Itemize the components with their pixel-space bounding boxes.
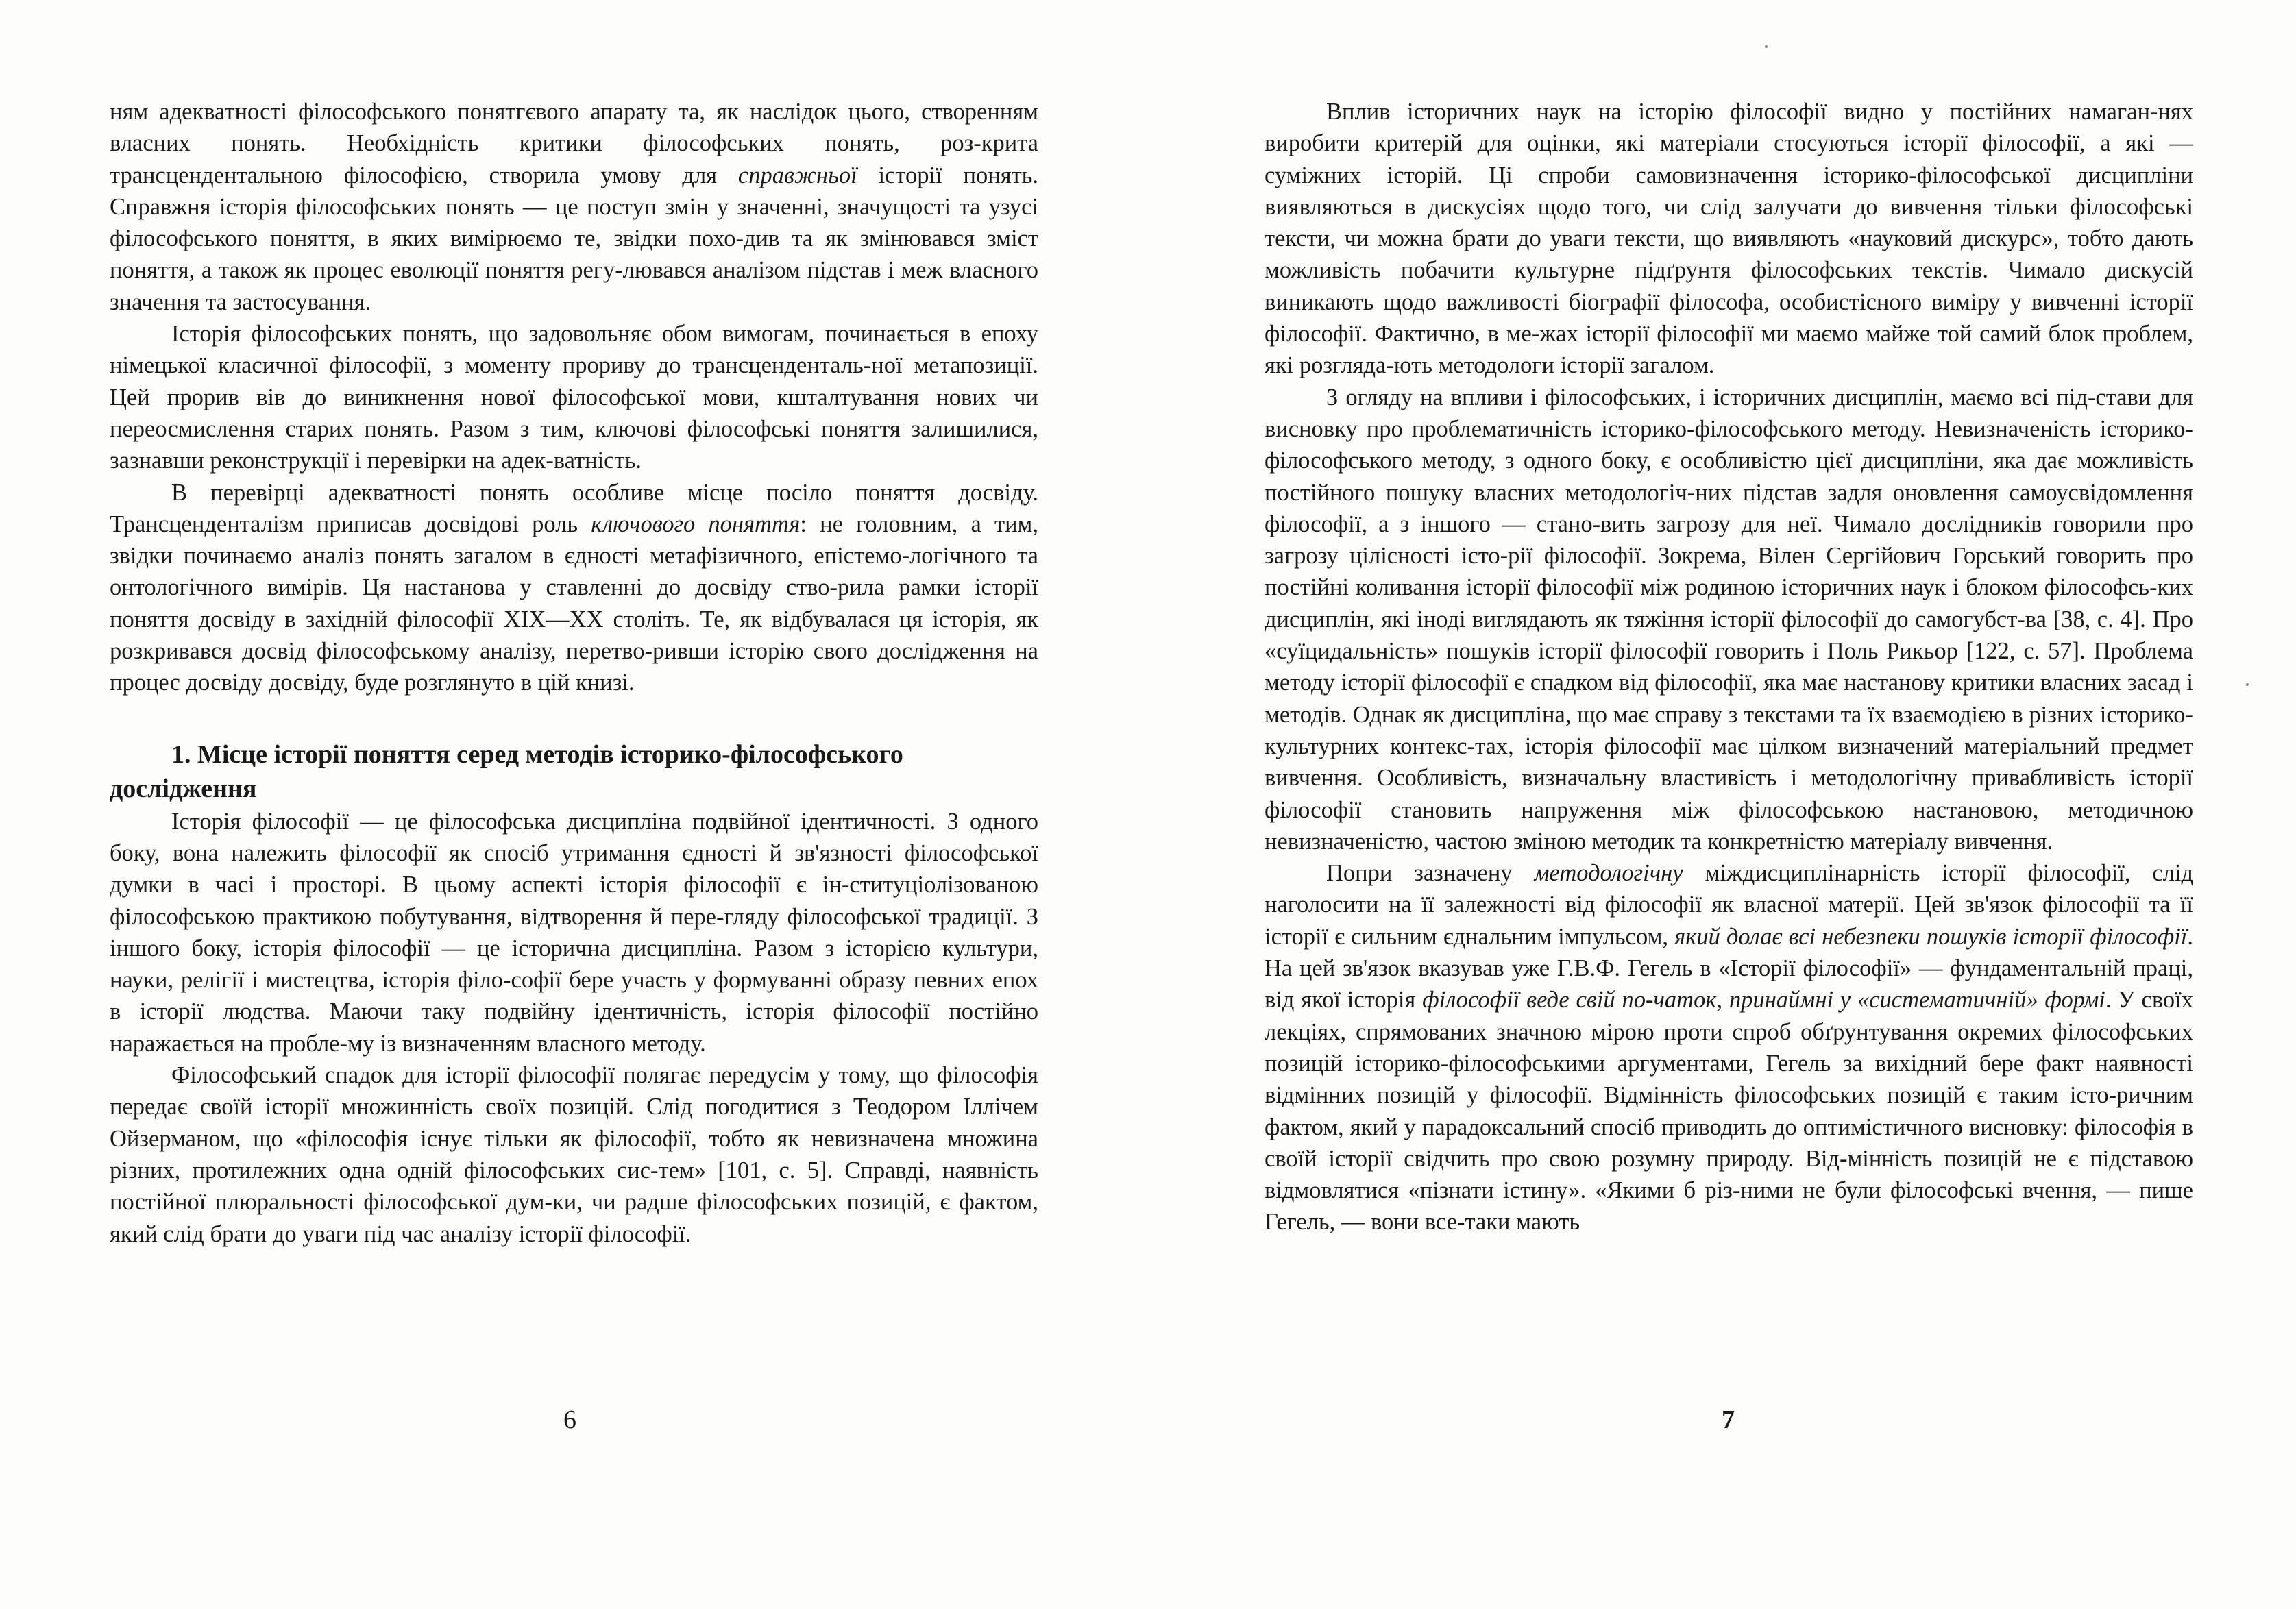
- text-run: міждисциплінарність історії філософії, слід наголосити на її залежності від філософії як власної матерії. Цей зв'язок філософії та її історії є сильним єднальним імпульсом,: [1265, 860, 2193, 950]
- page-number-right: 7: [1722, 1405, 1735, 1434]
- paragraph: [1265, 857, 2193, 1238]
- text-run: З огляду на впливи і філософських, і історичних дисциплін, маємо всі під-стави для висновку про проблематичність історико-філософського методу. Невизначеність історико-філософського методу, з одного боку, є особливістю цієї дисципліни, яка дає можливість постійного пошуку власних методологіч-них підстав задля оновлення самоусвідомлення філософії, а з іншого — стано-вить загрозу для неї. Чимало дослідників говорили про загрозу цілісності істо-рії філософії. Зокрема, Вілен Сергійович Горський говорить про постійні коливання історії філософії між родиною історичних наук і блоком філософсь-ких дисциплін, які іноді виглядають як тяжіння історії філософії до самогубст-ва [38, с. 4]. Про «суїцидальність» пошуків історії філософії говорить і Поль Рикьор [122, с. 57]. Проблема методу історії філософії є спадком від філософії, яка має настанову критики власних засад і методів. Однак як дисципліна, що має справу з текстами та їх взаємодією в різних історико-культурних контекс-тах, історія філософії має цілком визначений матеріальний предмет вивчення. Особливість, визначальну властивість і методологічну привабливість історії філософії становить напруження між філософською настановою, методичною невизначеністю, частою зміною методик та конкретністю матеріалу вивчення.: [1265, 384, 2193, 855]
- paragraph: [110, 96, 1038, 318]
- text-run: . У своїх лекціях, спрямованих значною мірою проти спроб обґрунтування окремих філософських позицій історико-філософськими аргументами, Гегель за вихідний бере факт наявності відмінних позицій у філософії. Відмінність філософських позицій є таким істо-ричним фактом, який у парадоксальний спосіб приводить до оптимістичного висновку: філософія в своїй історії свідчить про свою розумну природу. Від-мінність позицій не є підставою відмовлятися «пізнати істину». «Якими б різ-ними не були філософські вчення, — пише Гегель, — вони все-таки мають: [1265, 987, 2193, 1236]
- left-page-body-after-heading: [110, 806, 1038, 1250]
- scan-speck: [2246, 683, 2249, 686]
- left-page: [110, 96, 1038, 1250]
- italic-text: справжньої: [737, 162, 857, 188]
- italic-text: філософії веде свій по-чаток, принаймні у «систематичній» формі: [1422, 987, 2105, 1014]
- italic-text: який долає всі небезпеки пошуків історії філософії: [1674, 923, 2188, 950]
- paragraph: [1265, 382, 2193, 857]
- italic-text: методологічну: [1534, 860, 1683, 887]
- scan-speck: [1765, 45, 1768, 48]
- text-run: Вплив історичних наук на історію філософії видно у постійних намаган-нях виробити критерій для оцінки, які матеріали стосуються історії філософії, а які — суміжних історій. Ці спроби самовизначення історико-філософської дисципліни виявляються в дискусіях щодо того, чи слід залучати до вивчення тільки філософські тексти, чи можна брати до уваги тексти, що виявляють «науковий дискурс», тобто дають можливість побачити культурне підґрунтя філософських текстів. Чимало дискусій виникають щодо важливості біографії філософа, особистісного виміру у вивченні історії філософії. Фактично, в ме-жах історії філософії ми маємо майже той самий блок проблем, які розгляда-ють методологи історії загалом.: [1265, 99, 2193, 379]
- paragraph: [110, 318, 1038, 476]
- paragraph: [110, 806, 1038, 1059]
- right-page-body: [1265, 96, 2193, 1238]
- text-run: В перевірці адекватності понять особливе місце посіло поняття досвіду. Трансценденталізм приписав досвідові роль: [110, 479, 1038, 537]
- text-run: : не головним, а тим, звідки починаємо аналіз понять загалом в єдності метафізичного, епістемо-логічного та онтологічного вимірів. Ця настанова у ставленні до досвіду ство-рила рамки історії поняття досвіду в західній філософії XIX—XX століть. Те, як відбувалася ця історія, як розкривався досвід філософському аналізу, перетво-ривши історію свого дослідження на процес досвіду досвіду, буде розглянуто в цій книзі.: [110, 511, 1038, 696]
- left-page-body: [110, 96, 1038, 699]
- text-run: ням адекватності філософського понятгєвого апарату та, як наслідок цього, створенням власних понять. Необхідність критики філософських понять, роз-крита трансцендентальною філософією, створила умову для: [110, 99, 1038, 188]
- text-run: . На цей зв'язок вказував уже Г.В.Ф. Гегель в «Історії філософії» — фундаментальній праці, від якої історія: [1265, 923, 2193, 1014]
- right-page: [1265, 96, 2193, 1238]
- italic-text: ключового поняття: [591, 511, 801, 537]
- section-heading: 1. Місце історії поняття серед методів історико-філософського дослідження: [110, 739, 903, 803]
- text-run: історії понять. Справжня історія філософських понять — це поступ змін у значенні, значущості та узусі філософського поняття, в яких вимірюємо те, звідки похо-див та як змінювався зміст поняття, а також як процес еволюції поняття регу-лювався аналізом підстав і меж власного значення та застосування.: [110, 162, 1038, 315]
- text-run: Історія філософських понять, що задовольняє обом вимогам, починається в епоху німецької класичної філософії, з моменту прориву до трансценденталь-ної метапозиції. Цей прорив вів до виникнення нової філософської мови, кшталтування нових чи переосмислення старих понять. Разом з тим, ключові філософські поняття залишилися, зазнавши реконструкції і перевірки на адек-ватність.: [110, 321, 1038, 474]
- text-run: Історія філософії — це філософська дисципліна подвійної ідентичності. З одного боку, вона належить філософії як спосіб утримання єдності й зв'язності філософської думки в часі і просторі. В цьому аспекті історія філософії є ін-ституціолізованою філософською практикою побутування, відтворення й пере-гляду філософської традиції. З іншого боку, історія філософії — це історична дисципліна. Разом з історією культури, науки, релігії і мистецтва, історія філо-софії бере участь у формуванні образу певних епох в історії людства. Маючи таку подвійну ідентичність, історія філософії постійно наражається на пробле-му із визначенням власного методу.: [110, 808, 1038, 1057]
- text-run: Філософський спадок для історії філософії полягає передусім у тому, що філософія передає своїй історії множинність своїх позицій. Слід погодитися з Теодором Іллічем Ойзерманом, що «філософія існує тільки як філософії, тобто як невизначена множина різних, протилежних одна одній філософських сис-тем» [101, с. 5]. Справді, наявність постійної плюральності філософської дум-ки, чи радше філософських позицій, є фактом, який слід брати до уваги під час аналізу історії філософії.: [110, 1062, 1038, 1247]
- text-run: Попри зазначену: [1326, 860, 1535, 887]
- paragraph: [1265, 96, 2193, 382]
- paragraph: [110, 477, 1038, 699]
- page-number-left: 6: [563, 1405, 576, 1434]
- paragraph: [110, 1059, 1038, 1250]
